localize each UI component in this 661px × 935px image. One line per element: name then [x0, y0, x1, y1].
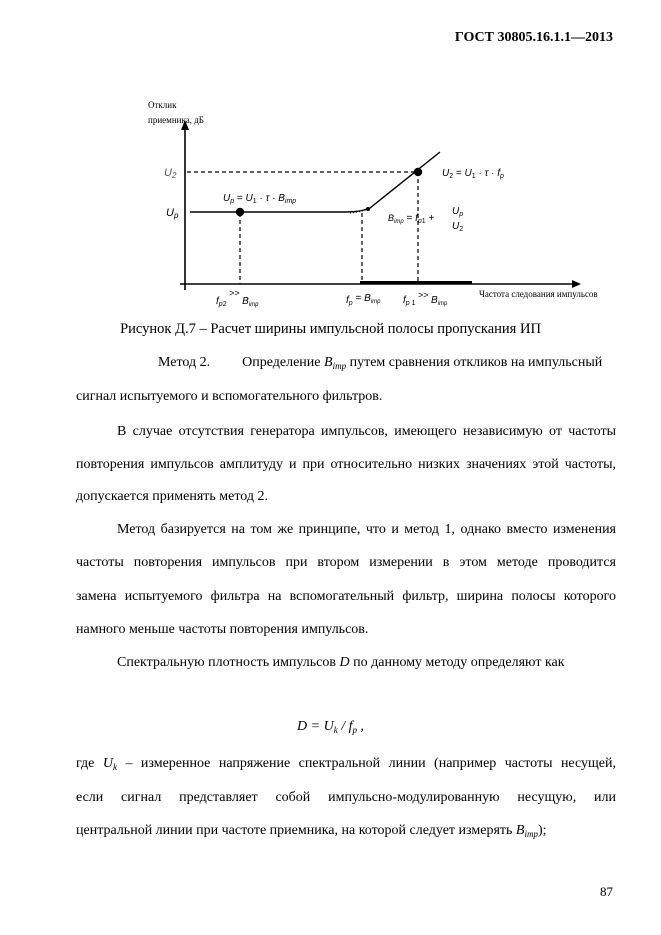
p3-line4: намного меньше частоты повторения импульсов.	[76, 622, 369, 637]
y-axis-label-1: Отклик	[148, 100, 177, 110]
p1-line1: Метод 2. Определение $B_{imp}$ путем сравнения откликов на импульсный	[158, 355, 603, 371]
p2-line1: В случае отсутствия генератора импульсов, имеющего независимую от частоты	[117, 424, 616, 439]
p3-line3: замена испытуемого фильтра на вспомогательный фильтр, ширина полосы которого	[76, 589, 616, 604]
label-u2-formula: $U_2 = U_1 \cdot \tau \cdot f_p$	[442, 168, 504, 180]
formula-spectral-density: $D = U_k / f_p$ ,	[297, 719, 364, 735]
label-bimp-num: $U_p$	[452, 206, 464, 218]
method-label: Метод 2.	[158, 355, 211, 370]
tick-up: Up	[166, 207, 179, 220]
page-number: 87	[600, 884, 613, 899]
label-up-formula: $U_p = U_1 \cdot \tau \cdot B_{imp}$	[223, 193, 297, 205]
p3-line1: Метод базируется на том же принципе, что и метод 1, однако вместо изменения	[117, 522, 616, 537]
label-bimp-formula: $B_{imp} = f_p1$ +	[388, 213, 435, 225]
p1-line2: сигнал испытуемого и вспомогательного фильтров.	[76, 389, 383, 404]
point-u2	[414, 168, 422, 176]
x-tick-fp: $f_p = B_{imp}$	[346, 293, 381, 307]
p2-line3: допускается применять метод 2.	[76, 489, 269, 504]
x-tick-fp2: $f_p2 >> B_{imp}$	[216, 288, 259, 308]
p2-line2: повторения импульсов амплитуду и при относительно низких значениях этой частоты,	[76, 457, 616, 472]
p3-line2: частоты повторения импульсов при втором измерении в этом методе проводится	[76, 555, 616, 570]
label-bimp-den: $U_2$	[452, 221, 464, 233]
p5-line1: где $U_k$ – измеренное напряжение спектральной линии (например частоты несущей,	[76, 756, 617, 772]
x-axis-label: Частота следования импульсов	[479, 289, 598, 299]
tick-u2: U2	[164, 167, 177, 180]
x-axis-arrow	[572, 280, 581, 288]
figure-caption: Рисунок Д.7 – Расчет ширины импульсной полосы пропускания ИП	[120, 321, 541, 337]
p5-line3: центральной линии при частоте приемника, на которой следует измерять $B_{imp}$);	[76, 823, 547, 839]
p5-line2: если сигнал представляет собой импульсно-модулированную несущую, или	[76, 790, 616, 805]
impulse-bandwidth-figure	[0, 0, 661, 320]
y-axis-label-2: приемника, дБ	[148, 115, 204, 125]
p4-line1: Спектральную плотность импульсов D по данному методу определяют как	[117, 655, 565, 670]
point-up	[236, 208, 244, 216]
page-header: ГОСТ 30805.16.1.1—2013	[454, 30, 613, 45]
x-tick-fp1: $f_p$ $1 >> B_{imp}$	[403, 290, 448, 307]
point-fp	[366, 207, 370, 211]
